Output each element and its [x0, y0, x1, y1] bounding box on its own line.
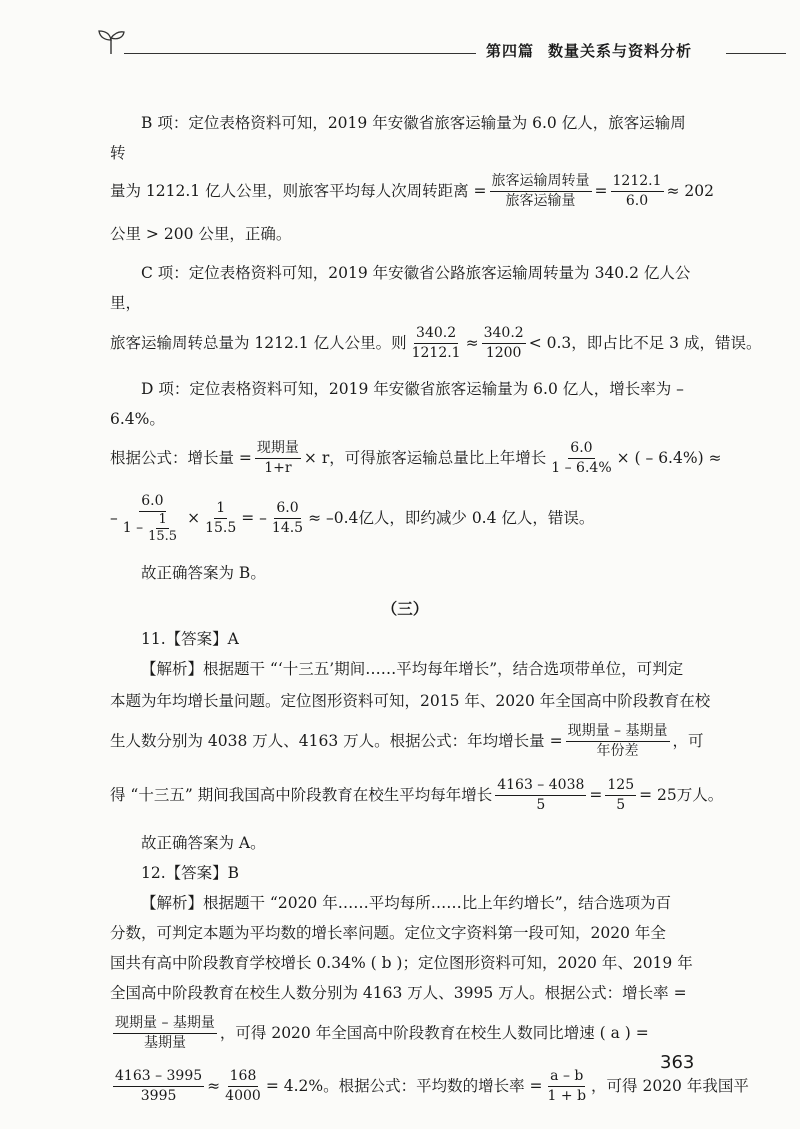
option-c-line-1: C 项：定位表格资料可知，2019 年安徽省公路旅客运输周转量为 340.2 亿人公里，	[110, 264, 691, 312]
fraction: $\frac{\text{现期量}}{1+r}$	[256, 439, 299, 476]
fraction: $\frac{1}{15.5}$	[148, 511, 178, 544]
q11-line-1: 【解析】根据题干 “‘十三五’期间……平均每年增长”，结合选项带单位，可判定	[141, 660, 684, 678]
header-part: 第四篇	[486, 42, 535, 60]
q12-line-6: $\frac{4163 - 3995}{3995}$ ≈ $\frac{168}{4000}$ = 4.2%。根据公式：平均数的增长率 = $\frac{a - b}{1 + b}$ ，可得 2020 年我国平	[115, 1067, 749, 1104]
q12-answer-label: 12.【答案】B	[141, 864, 240, 882]
option-d-line-3: – 6.0 1 – $\frac{1}{15.5}$ × $\frac{1}{15.5}$ = – $\frac{6.0}{14.5}$ ≈ –0.4亿人，即约减少 0.4 亿人，错误。	[110, 492, 595, 544]
fraction: $\frac{\text{现期量 – 基期量}}{\text{年份差}}$	[567, 722, 668, 759]
fraction: $\frac{a - b}{1 + b}$	[547, 1067, 587, 1104]
header-section-title: 数量关系与资料分析	[548, 42, 693, 60]
q12-line-3: 国共有高中阶段教育学校增长 0.34% ( b )；定位图形资料可知，2020 年、2019 年	[110, 954, 693, 972]
fraction: $\frac{4163 - 4038}{5}$	[497, 776, 585, 813]
q12-line-4: 全国高中阶段教育在校生人数分别为 4163 万人、3995 万人。根据公式：增长率 =	[110, 984, 687, 1002]
page-number: 363	[660, 1052, 695, 1073]
q11-line-3: 生人数分别为 4038 万人、4163 万人。根据公式：年均增长量 = $\frac{\text{现期量 – 基期量}}{\text{年份差}}$ ，可	[110, 722, 704, 759]
header-title	[486, 40, 692, 61]
option-d-conclusion: 故正确答案为 B。	[141, 564, 266, 582]
option-c-line-2: 旅客运输周转总量为 1212.1 亿人公里。则 $\frac{340.2}{1212.1}$ ≈ $\frac{340.2}{1200}$ < 0.3，即占比不足 3 成，错误。	[110, 324, 762, 361]
header-rule-right	[726, 53, 786, 54]
fraction: $\frac{340.2}{1212.1}$	[411, 324, 461, 361]
fraction: $\frac{6.0}{1 - 6.4\%}$	[551, 439, 612, 476]
fraction: $\frac{1}{15.5}$	[205, 499, 237, 536]
fraction: $\frac{1212.1}{6.0}$	[612, 172, 662, 209]
fraction: $\frac{6.0}{14.5}$	[271, 499, 304, 536]
page-body	[110, 108, 762, 1114]
sprout-icon	[96, 26, 126, 56]
q11-line-2: 本题为年均增长量问题。定位图形资料可知，2015 年、2020 年全国高中阶段教育在校	[110, 692, 711, 710]
option-b-line-2: 量为 1212.1 亿人公里，则旅客平均每人次周转距离 = $\frac{\text{旅客运输周转量}}{\text{旅客运输量}}$ = $\frac{1212.1}{6.0}$ ≈ 202	[110, 172, 715, 209]
fraction: $\frac{125}{5}$	[607, 776, 635, 813]
header-rule-left	[124, 53, 476, 54]
page-header	[0, 0, 800, 70]
option-d-line-1: D 项：定位表格资料可知，2019 年安徽省旅客运输量为 6.0 亿人，增长率为 –6.4%。	[110, 380, 684, 428]
option-b-line-3: 公里 > 200 公里，正确。	[110, 225, 292, 243]
option-d-line-2: 根据公式：增长量 = $\frac{\text{现期量}}{1+r}$ × r，可得旅客运输总量比上年增长 $\frac{6.0}{1 - 6.4\%}$ × ( – 6.4%) ≈	[110, 439, 722, 476]
option-b-line-1: B 项：定位表格资料可知，2019 年安徽省旅客运输量为 6.0 亿人，旅客运输周转	[110, 114, 686, 162]
fraction: $\frac{340.2}{1200}$	[483, 324, 524, 361]
fraction: $\frac{\text{现期量 – 基期量}}{\text{基期量}}$	[115, 1014, 215, 1051]
section-heading: （三）	[381, 599, 429, 618]
q12-line-5: $\frac{\text{现期量 – 基期量}}{\text{基期量}}$ ，可得 2020 年全国高中阶段教育在校生人数同比增速 ( a ) =	[115, 1014, 649, 1051]
fraction: $\frac{168}{4000}$	[225, 1067, 261, 1104]
q11-answer-label: 11.【答案】A	[141, 630, 239, 648]
q11-conclusion: 故正确答案为 A。	[141, 834, 266, 852]
fraction: $\frac{4163 - 3995}{3995}$	[115, 1067, 203, 1104]
q11-line-4: 得 “十三五” 期间我国高中阶段教育在校生平均每年增长 $\frac{4163 - 4038}{5}$ = $\frac{125}{5}$ = 25万人。	[110, 776, 724, 813]
q12-line-1: 【解析】根据题干 “2020 年……平均每所……比上年约增长”，结合选项为百	[141, 894, 672, 912]
q12-line-2: 分数，可判定本题为平均数的增长率问题。定位文字资料第一段可知，2020 年全	[110, 924, 666, 942]
fraction: $\frac{\text{旅客运输周转量}}{\text{旅客运输量}}$	[491, 172, 590, 209]
complex-fraction: 6.0 1 – $\frac{1}{15.5}$	[122, 492, 178, 544]
